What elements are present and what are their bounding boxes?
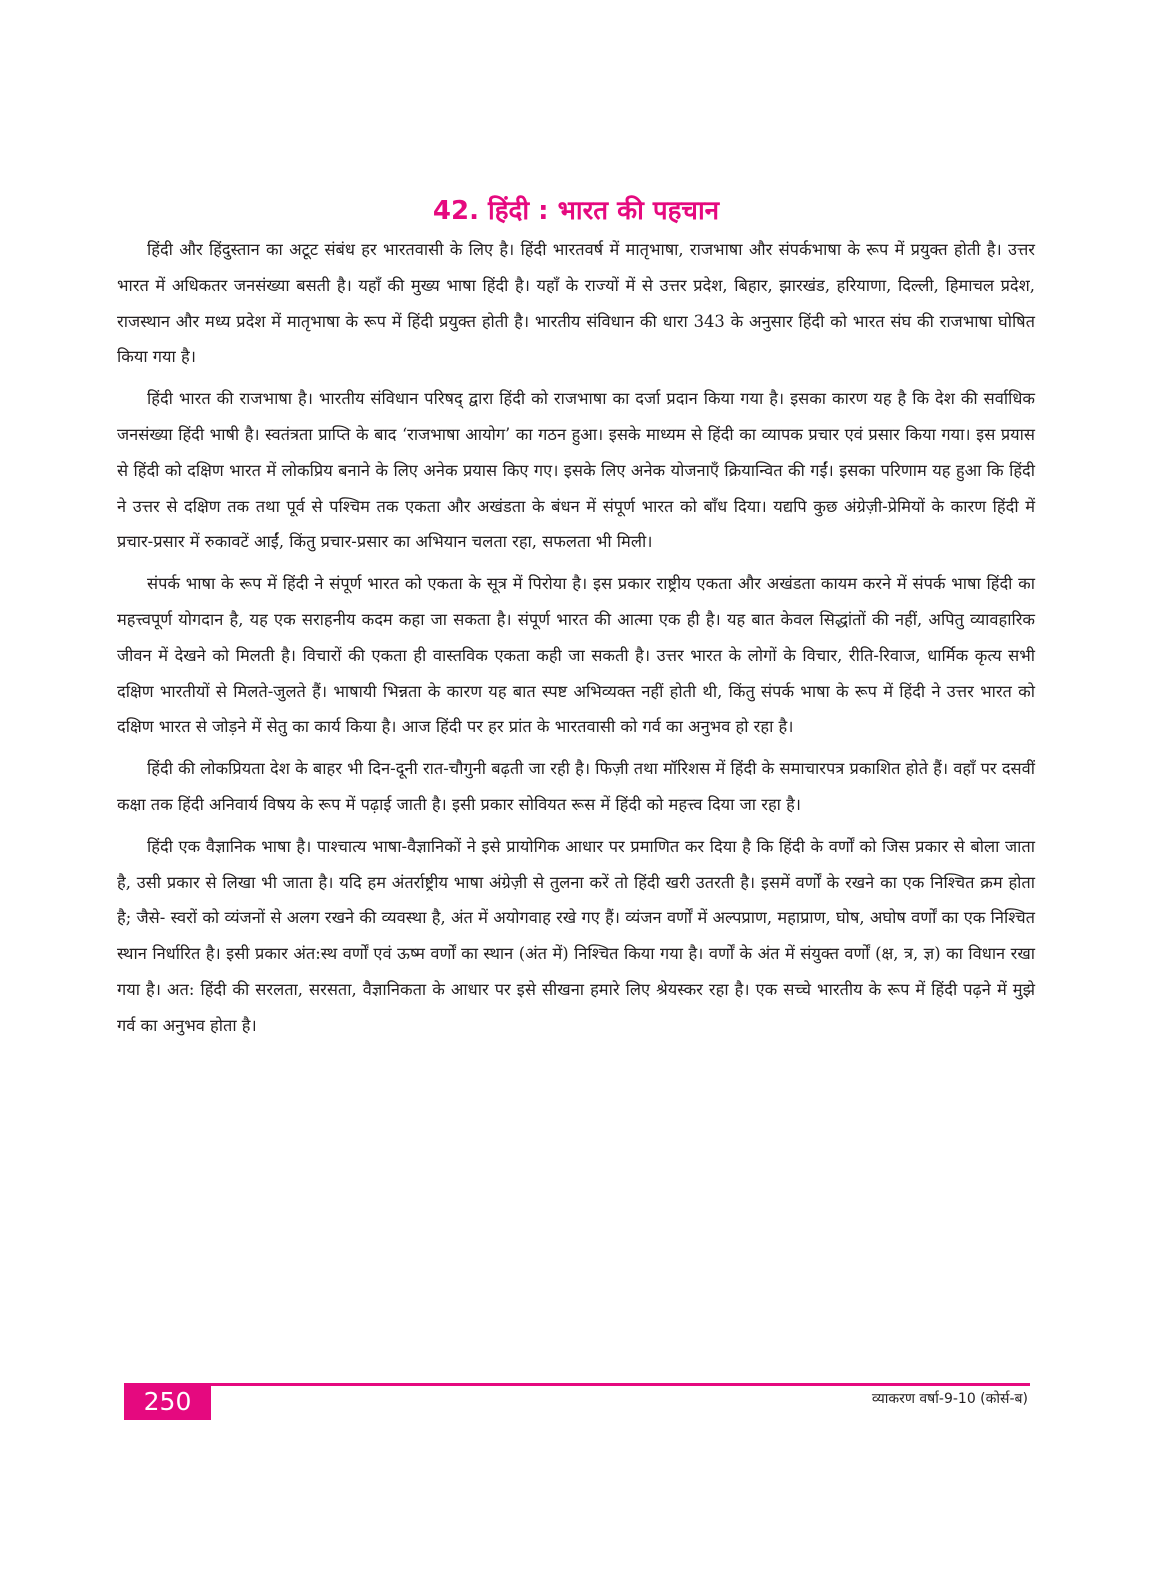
page-title: 42. हिंदी : भारत की पहचान: [432, 196, 720, 226]
essay-body: [117, 232, 1035, 1050]
page-number-badge: 250: [124, 1383, 211, 1420]
book-title-footer: व्याकरण वर्षा-9-10 (कोर्स-ब): [871, 1391, 1028, 1407]
paragraph-4: हिंदी की लोकप्रियता देश के बाहर भी दिन-दूनी रात-चौगुनी बढ़ती जा रही है। फिज़ी तथा मॉरिशस में हिंदी के समाचारपत्र प्रकाशित होते हैं। वहाँ पर दसवीं कक्षा तक हिंदी अनिवार्य विषय के रूप में पढ़ाई जाती है। इसी प्रकार सोवियत रूस में हिंदी को महत्त्व दिया जा रहा है।: [117, 759, 1035, 814]
paragraph-5: हिंदी एक वैज्ञानिक भाषा है। पाश्चात्य भाषा-वैज्ञानिकों ने इसे प्रायोगिक आधार पर प्रमाणित कर दिया है कि हिंदी के वर्णों को जिस प्रकार से बोला जाता है, उसी प्रकार से लिखा भी जाता है। यदि हम अंतर्राष्ट्रीय भाषा अंग्रेज़ी से तुलना करें तो हिंदी खरी उतरती है। इसमें वर्णों के रखने का एक निश्चित क्रम होता है; जैसे- स्वरों को व्यंजनों से अलग रखने की व्यवस्था है, अंत में अयोगवाह रखे गए हैं। व्यंजन वर्णों में अल्पप्राण, महाप्राण, घोष, अघोष वर्णों का एक निश्चित स्थान निर्धारित है। इसी प्रकार अंत:स्थ वर्णों एवं ऊष्म वर्णों का स्थान (अंत में) निश्चित किया गया है। वर्णों के अंत में संयुक्त वर्णों (क्ष, त्र, ज्ञ) का विधान रखा गया है। अत: हिंदी की सरलता, सरसता, वैज्ञानिकता के आधार पर इसे सीखना हमारे लिए श्रेयस्कर रहा है। एक सच्चे भारतीय के रूप में हिंदी पढ़ने में मुझे गर्व का अनुभव होता है।: [117, 836, 1035, 1035]
paragraph-2: हिंदी भारत की राजभाषा है। भारतीय संविधान परिषद् द्वारा हिंदी को राजभाषा का दर्जा प्रदान किया गया है। इसका कारण यह है कि देश की सर्वाधिक जनसंख्या हिंदी भाषी है। स्वतंत्रता प्राप्ति के बाद ‘राजभाषा आयोग’ का गठन हुआ। इसके माध्यम से हिंदी का व्यापक प्रचार एवं प्रसार किया गया। इस प्रयास से हिंदी को दक्षिण भारत में लोकप्रिय बनाने के लिए अनेक प्रयास किए गए। इसके लिए अनेक योजनाएँ क्रियान्वित की गईं। इसका परिणाम यह हुआ कि हिंदी ने उत्तर से दक्षिण तक तथा पूर्व से पश्चिम तक एकता और अखंडता के बंधन में संपूर्ण भारत को बाँध दिया। यद्यपि कुछ अंग्रेज़ी-प्रेमियों के कारण हिंदी में प्रचार-प्रसार में रुकावटें आईं, किंतु प्रचार-प्रसार का अभियान चलता रहा, सफलता भी मिली।: [117, 389, 1035, 552]
paragraph-3: संपर्क भाषा के रूप में हिंदी ने संपूर्ण भारत को एकता के सूत्र में पिरोया है। इस प्रकार राष्ट्रीय एकता और अखंडता कायम करने में संपर्क भाषा हिंदी का महत्त्वपूर्ण योगदान है, यह एक सराहनीय कदम कहा जा सकता है। संपूर्ण भारत की आत्मा एक ही है। यह बात केवल सिद्धांतों की नहीं, अपितु व्यावहारिक जीवन में देखने को मिलती है। विचारों की एकता ही वास्तविक एकता कही जा सकती है। उत्तर भारत के लोगों के विचार, रीति-रिवाज, धार्मिक कृत्य सभी दक्षिण भारतीयों से मिलते-जुलते हैं। भाषायी भिन्नता के कारण यह बात स्पष्ट अभिव्यक्त नहीं होती थी, किंतु संपर्क भाषा के रूप में हिंदी ने उत्तर भारत को दक्षिण भारत से जोड़ने में सेतु का कार्य किया है। आज हिंदी पर हर प्रांत के भारतवासी को गर्व का अनुभव हो रहा है।: [117, 574, 1035, 737]
paragraph-1: हिंदी और हिंदुस्तान का अटूट संबंध हर भारतवासी के लिए है। हिंदी भारतवर्ष में मातृभाषा, राजभाषा और संपर्कभाषा के रूप में प्रयुक्त होती है। उत्तर भारत में अधिकतर जनसंख्या बसती है। यहाँ की मुख्य भाषा हिंदी है। यहाँ के राज्यों में से उत्तर प्रदेश, बिहार, झारखंड, हरियाणा, दिल्ली, हिमाचल प्रदेश, राजस्थान और मध्य प्रदेश में मातृभाषा के रूप में हिंदी प्रयुक्त होती है। भारतीय संविधान की धारा 343 के अनुसार हिंदी को भारत संघ की राजभाषा घोषित किया गया है।: [117, 240, 1035, 367]
footer-divider: [124, 1383, 1030, 1386]
